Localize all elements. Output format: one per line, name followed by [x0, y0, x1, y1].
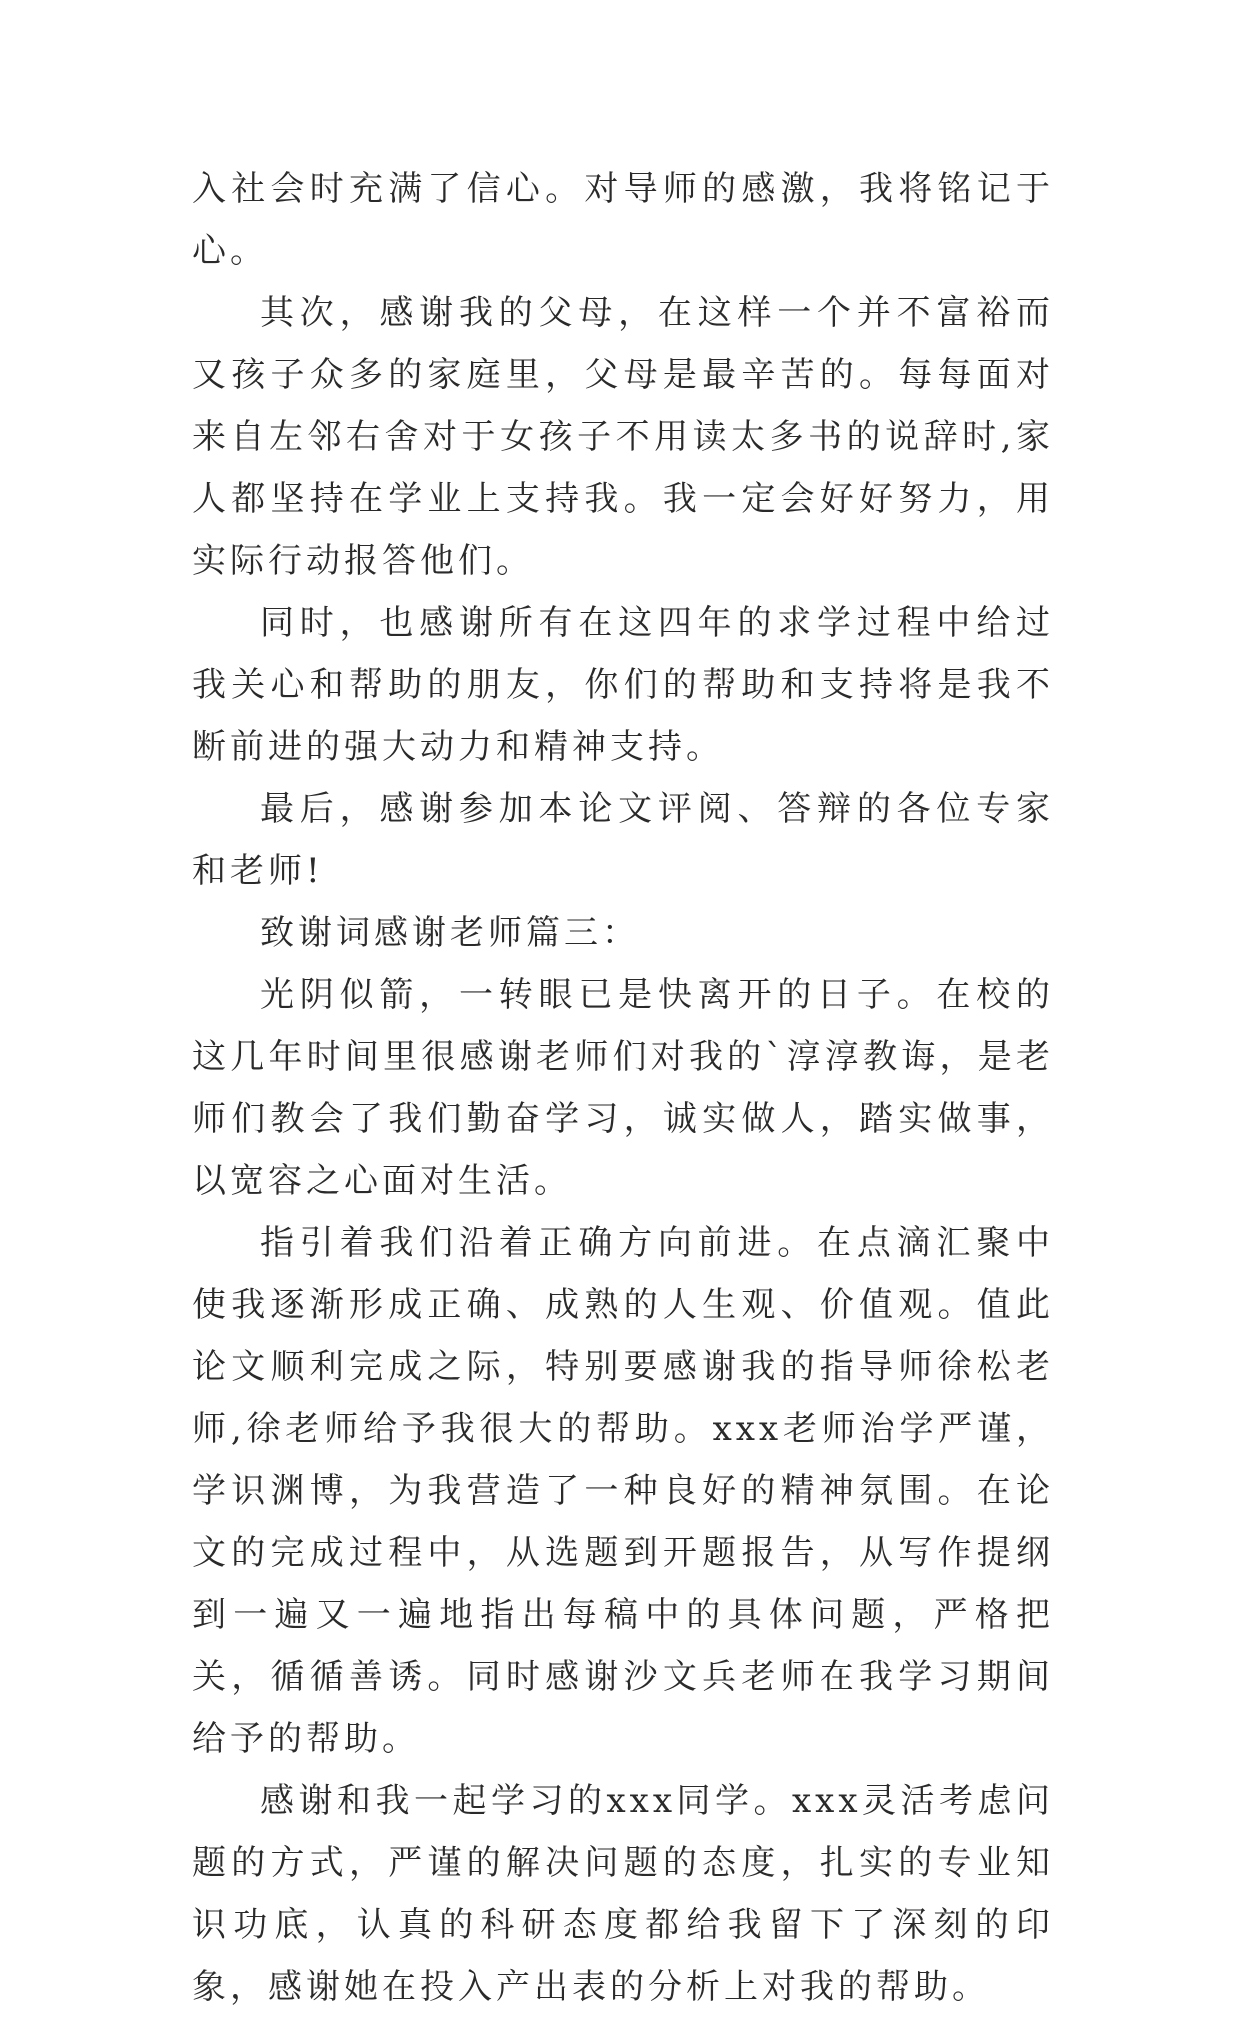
section-heading: 致谢词感谢老师篇三： — [260, 913, 640, 953]
paragraph-time: 光阴似箭，一转眼已是快离开的日子。在校的这几年时间里很感谢老师们对我的`淳淳教诲，是老师们教会了我们勤奋学习，诚实做人，踏实做事，以宽容之心面对生活。 — [192, 975, 1054, 1201]
paragraph-parents: 其次，感谢我的父母，在这样一个并不富裕而又孩子众多的家庭里，父母是最辛苦的。每每面对来自左邻右舍对于女孩子不用读太多书的说辞时,家人都坚持在学业上支持我。我一定会好好努力，用实际行动报答他们。 — [192, 293, 1054, 581]
paragraph-classmate: 感谢和我一起学习的xxx同学。xxx灵活考虑问题的方式，严谨的解决问题的态度，扎实的专业知识功底，认真的科研态度都给我留下了深刻的印象，感谢她在投入产出表的分析上对我的帮助。 — [192, 1781, 1054, 2007]
paragraph-friends: 同时，也感谢所有在这四年的求学过程中给过我关心和帮助的朋友，你们的帮助和支持将是我不断前进的强大动力和精神支持。 — [192, 603, 1054, 767]
paragraph-advisor: 指引着我们沿着正确方向前进。在点滴汇聚中使我逐渐形成正确、成熟的人生观、价值观。值此论文顺利完成之际，特别要感谢我的指导师徐松老师,徐老师给予我很大的帮助。xxx老师治学严谨，学识渊博，为我营造了一种良好的精神氛围。在论文的完成过程中，从选题到开题报告，从写作提纲到一遍又一遍地指出每稿中的具体问题，严格把关，循循善诱。同时感谢沙文兵老师在我学习期间给予的帮助。 — [192, 1223, 1054, 1759]
document-body — [192, 158, 1054, 2018]
paragraph-continuation: 入社会时充满了信心。对导师的感激，我将铭记于心。 — [192, 169, 1054, 271]
paragraph-experts: 最后，感谢参加本论文评阅、答辩的各位专家和老师! — [192, 789, 1054, 891]
